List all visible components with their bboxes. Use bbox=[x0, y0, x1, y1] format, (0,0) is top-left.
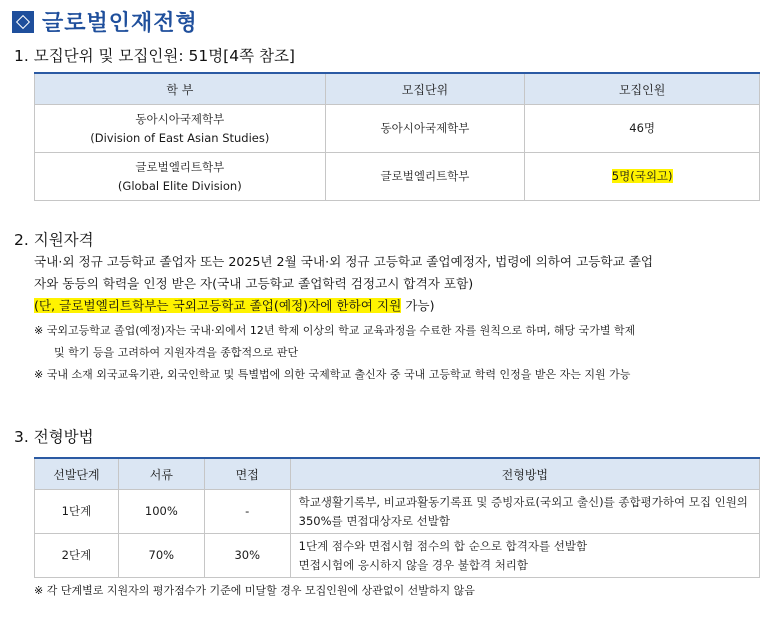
note-1b: 및 학기 등을 고려하여 지원자격을 종합적으로 판단 bbox=[54, 346, 299, 359]
department-en: (Division of East Asian Studies) bbox=[90, 130, 270, 145]
method-cell bbox=[290, 534, 759, 578]
header-stage: 선발단계 bbox=[35, 458, 119, 490]
department-cell bbox=[35, 153, 326, 201]
stage-cell: 1단계 bbox=[35, 490, 119, 534]
section1-heading: 1. 모집단위 및 모집인원: 51명[4쪽 참조] bbox=[14, 47, 295, 65]
eligibility-highlight: (단, 글로벌엘리트학부는 국외고등학교 졸업(예정)자에 한하여 지원 bbox=[34, 298, 402, 313]
table-row bbox=[35, 153, 760, 201]
selection-note: ※ 각 단계별로 지원자의 평가점수가 기준에 미달할 경우 모집인원에 상관없이 선발하지 않음 bbox=[34, 584, 475, 597]
header-method: 전형방법 bbox=[290, 458, 759, 490]
selection-table bbox=[34, 457, 760, 578]
unit-cell: 동아시아국제학부 bbox=[325, 105, 525, 153]
table-header-row bbox=[35, 458, 760, 490]
header-interview: 면접 bbox=[204, 458, 290, 490]
method-line: 350%를 면접대상자로 선발함 bbox=[298, 513, 450, 528]
interview-cell: - bbox=[204, 490, 290, 534]
method-line: 1단계 점수와 면접시험 점수의 합 순으로 합격자를 선발함 bbox=[298, 538, 588, 553]
section2-heading: 2. 지원자격 bbox=[14, 231, 94, 249]
docs-cell: 100% bbox=[118, 490, 204, 534]
method-cell bbox=[290, 490, 759, 534]
method-line: 면접시험에 응시하지 않을 경우 불합격 처리함 bbox=[298, 557, 529, 572]
eligibility-line-1: 국내·외 정규 고등학교 졸업자 또는 2025년 2월 국내·외 정규 고등학교 졸업예정자, 법령에 의하여 고등학교 졸업 bbox=[34, 254, 654, 269]
interview-cell: 30% bbox=[204, 534, 290, 578]
count-highlight: 5명(국외고) bbox=[611, 169, 673, 183]
note-2: ※ 국내 소재 외국교육기관, 외국인학교 및 특별법에 의한 국제학교 출신자 중 국내 고등학교 학력 인정을 받은 자는 지원 가능 bbox=[34, 368, 631, 381]
header-department: 학 부 bbox=[35, 73, 326, 105]
eligibility-line-2: 자와 동등의 학력을 인정 받은 자(국내 고등학교 졸업학력 검정고시 합격자 포함) bbox=[34, 276, 474, 291]
table-header-row bbox=[35, 73, 760, 105]
header-count: 모집인원 bbox=[525, 73, 760, 105]
table-row bbox=[35, 490, 760, 534]
header-unit: 모집단위 bbox=[325, 73, 525, 105]
page-title-block bbox=[12, 6, 198, 37]
table-row bbox=[35, 534, 760, 578]
eligibility-line-3 bbox=[34, 295, 434, 317]
header-docs: 서류 bbox=[118, 458, 204, 490]
count-cell: 46명 bbox=[525, 105, 760, 153]
docs-cell: 70% bbox=[118, 534, 204, 578]
department-cell bbox=[35, 105, 326, 153]
stage-cell: 2단계 bbox=[35, 534, 119, 578]
method-line: 학교생활기록부, 비교과활동기록표 및 증빙자료(국외고 출신)를 종합평가하여 모집 인원의 bbox=[298, 494, 748, 509]
department-ko: 동아시아국제학부 bbox=[135, 111, 225, 126]
note-1a: ※ 국외고등학교 졸업(예정)자는 국내·외에서 12년 학제 이상의 학교 교육과정을 수료한 자를 원칙으로 하며, 해당 국가별 학제 bbox=[34, 324, 636, 337]
section3-heading: 3. 전형방법 bbox=[14, 428, 94, 446]
count-cell bbox=[525, 153, 760, 201]
unit-cell: 글로벌엘리트학부 bbox=[325, 153, 525, 201]
department-ko: 글로벌엘리트학부 bbox=[135, 159, 225, 174]
square-diamond-icon bbox=[12, 11, 34, 33]
department-en: (Global Elite Division) bbox=[117, 178, 242, 193]
eligibility-line-3-rest: 가능) bbox=[401, 298, 435, 313]
table-row bbox=[35, 105, 760, 153]
page-title: 글로벌인재전형 bbox=[42, 11, 198, 36]
recruitment-table bbox=[34, 72, 760, 201]
